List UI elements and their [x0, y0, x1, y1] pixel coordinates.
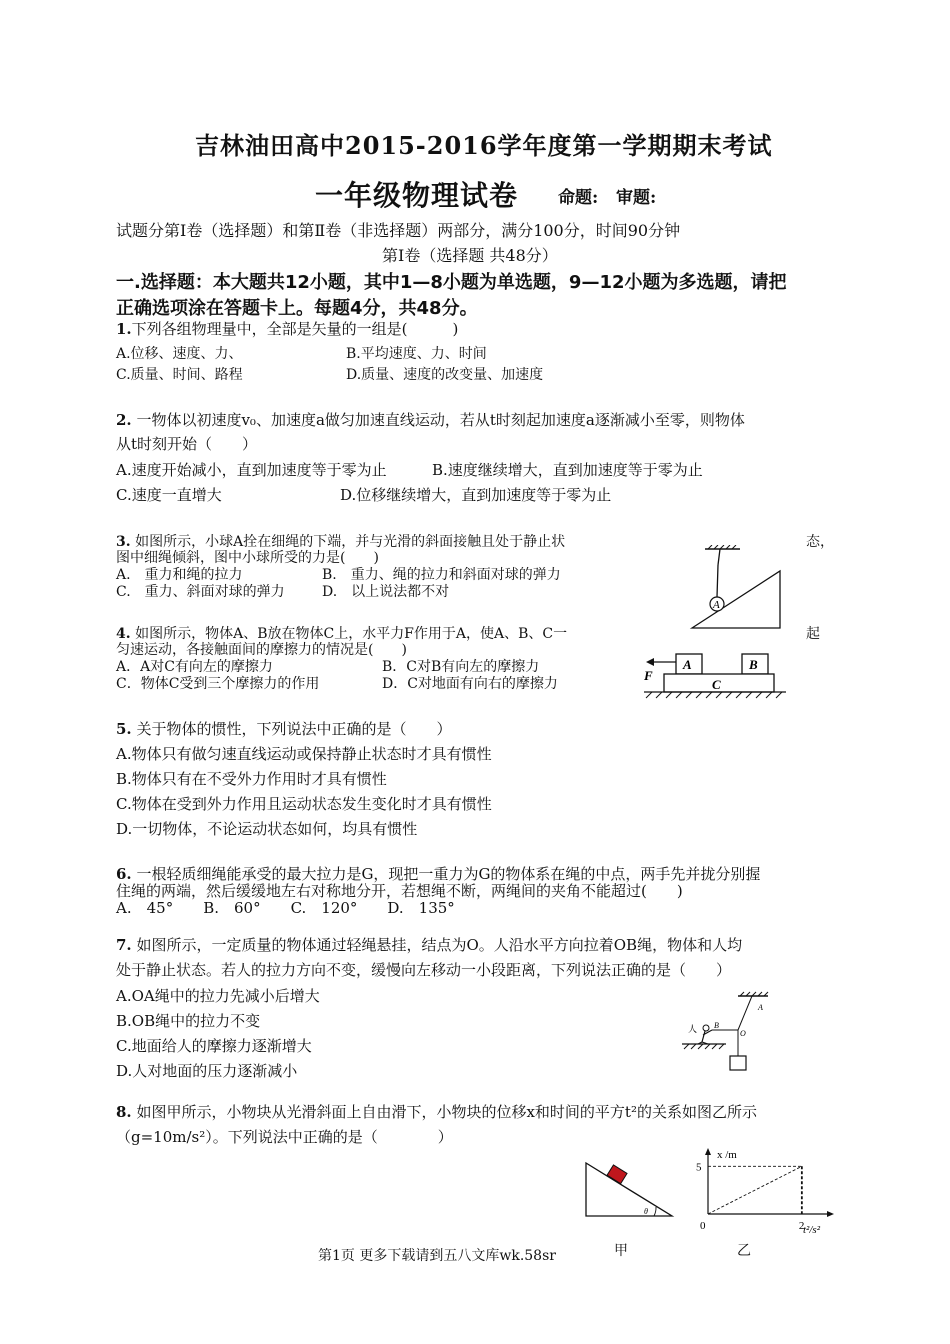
- q3-ball-label: A: [713, 599, 720, 611]
- q7-figure: [678, 990, 773, 1075]
- q2-option-c: C.速度一直增大: [116, 486, 222, 504]
- q5-option-d: D.一切物体，不论运动状态如何，均具有惯性: [116, 820, 418, 838]
- q8-stem-line1: [116, 1101, 757, 1122]
- q8-angle-label: θ: [644, 1207, 648, 1216]
- q2-stem-line1: [116, 409, 745, 430]
- q2-stem-line2: 从t时刻开始（ ）: [116, 435, 258, 453]
- exam-intro: 试题分第Ⅰ卷（选择题）和第Ⅱ卷（非选择题）两部分，满分100分，时间90分钟: [116, 221, 681, 240]
- q5-text: 关于物体的惯性，下列说法中正确的是（ ）: [136, 720, 452, 738]
- x-axis-arrow: [827, 1211, 834, 1217]
- q7-option-c: C.地面给人的摩擦力逐渐增大: [116, 1037, 312, 1055]
- q2-text: 一物体以初速度v₀、加速度a做匀加速直线运动，若从t时刻起加速度a逐渐减小至零，则物体: [136, 411, 745, 429]
- q4-block-b-label: B: [749, 657, 758, 672]
- q4-number: 4.: [116, 626, 131, 642]
- q3-option-c: C. 重力、斜面对球的弹力: [116, 584, 285, 600]
- q2-number: 2.: [116, 411, 132, 429]
- footer-text: 第1页 更多下载请到五八文库wk.58sr: [318, 1248, 556, 1264]
- q3-option-b: B. 重力、绳的拉力和斜面对球的弹力: [322, 567, 561, 583]
- q4-option-a: A．A对C有向左的摩擦力: [116, 659, 273, 675]
- exam-subtitle: 一年级物理试卷: [315, 179, 519, 212]
- q4-block-a-label: A: [683, 657, 692, 672]
- q8-stem-line2: （g=10m/s²）。下列说法中正确的是（ ）: [116, 1128, 453, 1146]
- q1-option-b: B.平均速度、力、时间: [346, 346, 487, 362]
- q5-option-a: A.物体只有做匀速直线运动或保持静止状态时才具有惯性: [116, 745, 492, 763]
- q6-text: 一根轻质细绳能承受的最大拉力是G，现把一重力为G的物体系在绳的中点，两手先并拢分别握: [136, 865, 761, 883]
- q6-stem-line2: 住绳的两端，然后缓缓地左右对称地分开，若想绳不断，两绳间的夹角不能超过( ): [116, 882, 683, 900]
- q7-option-a: A.OA绳中的拉力先减小后增大: [116, 987, 320, 1005]
- q6-options: A. 45° B. 60° C. 120° D. 135°: [116, 899, 455, 917]
- q6-number: 6.: [116, 865, 132, 883]
- q3-figure: [688, 545, 788, 630]
- exam-title: 吉林油田高中2015-2016学年度第一学期期末考试: [195, 131, 773, 160]
- figure-label-jia: 甲: [614, 1243, 628, 1259]
- q8-number: 8.: [116, 1103, 132, 1121]
- y-axis-arrow: [705, 1148, 711, 1155]
- x-tick-label: 2: [798, 1220, 805, 1232]
- q7-point-a-label: A: [758, 1003, 763, 1012]
- q3-stem-tail: 态，: [806, 534, 834, 550]
- x-axis-label: t²/s²: [803, 1224, 820, 1236]
- q1-stem: [116, 318, 458, 339]
- q7-point-o-label: O: [740, 1029, 746, 1038]
- q4-force-label: F: [644, 668, 653, 683]
- exam-meta: 命题: 审题:: [558, 188, 657, 208]
- q3-option-d: D. 以上说法都不对: [322, 584, 450, 600]
- q7-option-b: B.OB绳中的拉力不变: [116, 1012, 261, 1030]
- q4-block-c-label: C: [712, 677, 721, 692]
- q4-option-b: B．C对B有向左的摩擦力: [382, 659, 540, 675]
- q5-option-c: C.物体在受到外力作用且运动状态发生变化时才具有惯性: [116, 795, 492, 813]
- q1-option-c: C.质量、时间、路程: [116, 367, 243, 383]
- q3-number: 3.: [116, 534, 131, 550]
- part1-heading: 第Ⅰ卷（选择题 共48分）: [382, 246, 558, 265]
- q2-option-b: B.速度继续增大，直到加速度等于零为止: [432, 461, 703, 479]
- q5-option-b: B.物体只有在不受外力作用时才具有惯性: [116, 770, 387, 788]
- q1-option-a: A.位移、速度、力、: [116, 346, 243, 362]
- q2-option-d: D.位移继续增大，直到加速度等于零为止: [340, 486, 612, 504]
- section-line2: 正确选项涂在答题卡上。每题4分，共48分。: [116, 298, 478, 319]
- q5-stem: [116, 718, 451, 739]
- q4-option-c: C．物体C受到三个摩擦力的作用: [116, 676, 320, 692]
- q4-text: 如图所示，物体A、B放在物体C上，水平力F作用于A，使A、B、C一: [135, 626, 568, 642]
- q7-stem-line2: 处于静止状态。若人的拉力方向不变，缓慢向左移动一小段距离，下列说法正确的是（ ）: [116, 961, 732, 979]
- series-line: [708, 1166, 802, 1214]
- origin-tick-label: 0: [700, 1220, 706, 1232]
- q5-number: 5.: [116, 720, 132, 738]
- q3-text: 如图所示，小球A拴在细绳的下端，并与光滑的斜面接触且处于静止状: [135, 534, 566, 550]
- q7-stem-line1: [116, 934, 742, 955]
- q4-figure: [640, 650, 790, 700]
- q7-option-d: D.人对地面的压力逐渐减小: [116, 1062, 298, 1080]
- q3-stem-line2: 图中细绳倾斜，图中小球所受的力是( ): [116, 550, 379, 566]
- q4-stem-tail: 起: [806, 626, 820, 642]
- q7-person-label: 人: [688, 1024, 698, 1034]
- y-axis-label: x /m: [717, 1149, 737, 1161]
- q3-option-a: A. 重力和绳的拉力: [116, 567, 243, 583]
- q8-text: 如图甲所示，小物块从光滑斜面上自由滑下，小物块的位移x和时间的平方t²的关系如图乙所示: [136, 1103, 757, 1121]
- figure-label-yi: 乙: [737, 1243, 751, 1259]
- q4-option-d: D．C对地面有向右的摩擦力: [382, 676, 558, 692]
- q1-option-d: D.质量、速度的改变量、加速度: [346, 367, 544, 383]
- q8-figure-yi: [690, 1140, 840, 1240]
- q1-number: 1.: [116, 320, 132, 338]
- section-line1: 一.选择题：本大题共12小题，其中1—8小题为单选题，9—12小题为多选题，请把: [116, 272, 787, 293]
- q4-stem-line2: 匀速运动，各接触面间的摩擦力的情况是( ): [116, 642, 407, 658]
- q7-number: 7.: [116, 936, 132, 954]
- q7-point-b-label: B: [714, 1021, 719, 1030]
- q1-text: 下列各组物理量中，全部是矢量的一组是( ): [131, 320, 459, 338]
- q2-option-a: A.速度开始减小，直到加速度等于零为止: [116, 461, 387, 479]
- q7-text: 如图所示，一定质量的物体通过轻绳悬挂，结点为O。人沿水平方向拉着OB绳，物体和人均: [136, 936, 743, 954]
- y-tick-label: 5: [696, 1161, 702, 1174]
- q8-figure-jia: [584, 1160, 676, 1220]
